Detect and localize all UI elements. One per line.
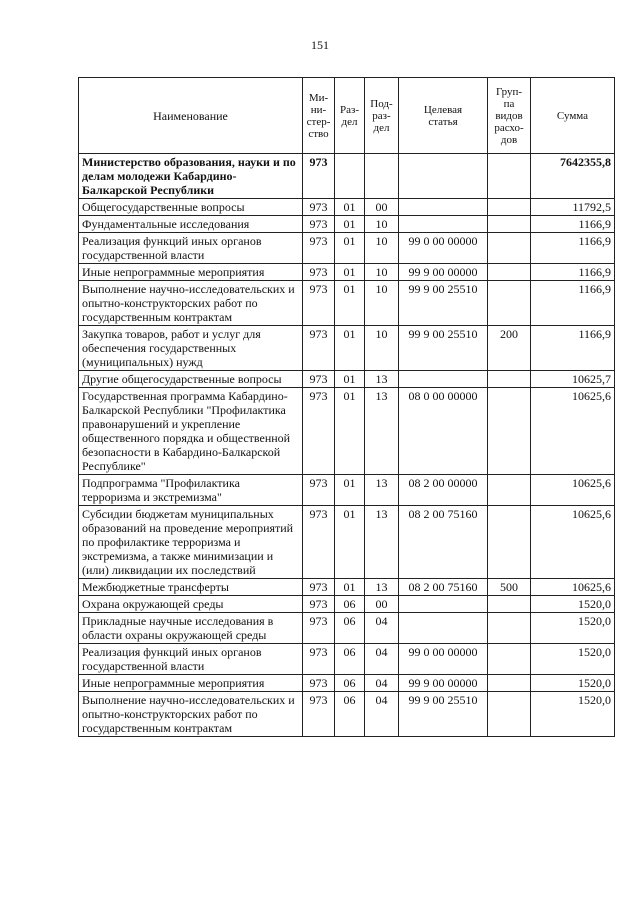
table-row (79, 475, 615, 506)
cell-group (488, 675, 531, 692)
cell-ministry: 973 (303, 675, 335, 692)
cell-ministry: 973 (303, 644, 335, 675)
cell-section: 01 (335, 326, 365, 371)
cell-ministry: 973 (303, 154, 335, 199)
cell-ministry: 973 (303, 506, 335, 579)
cell-sum: 10625,6 (531, 388, 615, 475)
cell-name: Общегосударственные вопросы (79, 199, 303, 216)
header-section-label: Раз- дел (339, 103, 359, 128)
table-row (79, 388, 615, 475)
cell-subsection: 00 (365, 596, 399, 613)
cell-target (399, 154, 488, 199)
cell-subsection: 04 (365, 675, 399, 692)
cell-name: Реализация функций иных органов государственной власти (79, 233, 303, 264)
cell-subsection: 04 (365, 644, 399, 675)
cell-group: 200 (488, 326, 531, 371)
cell-subsection: 00 (365, 199, 399, 216)
budget-table (78, 77, 615, 737)
cell-group (488, 506, 531, 579)
cell-name: Министерство образования, науки и по делам молодежи Кабардино-Балкарской Республики (79, 154, 303, 199)
table-row (79, 326, 615, 371)
header-target-label: Целевая статья (423, 103, 463, 128)
cell-subsection: 13 (365, 371, 399, 388)
cell-subsection: 10 (365, 233, 399, 264)
cell-sum: 10625,6 (531, 579, 615, 596)
table-row (79, 233, 615, 264)
header-row (79, 78, 615, 154)
cell-group (488, 216, 531, 233)
cell-subsection: 13 (365, 579, 399, 596)
cell-section: 01 (335, 371, 365, 388)
cell-sum: 1166,9 (531, 233, 615, 264)
cell-ministry: 973 (303, 692, 335, 737)
header-group-label: Груп- па видов расхо- дов (494, 85, 524, 146)
header-target (399, 78, 488, 154)
cell-group (488, 281, 531, 326)
cell-group (488, 264, 531, 281)
header-subsection-label: Под- раз- дел (370, 97, 393, 134)
cell-name: Охрана окружающей среды (79, 596, 303, 613)
cell-target (399, 216, 488, 233)
cell-section (335, 154, 365, 199)
cell-target: 08 2 00 75160 (399, 579, 488, 596)
cell-subsection: 10 (365, 216, 399, 233)
cell-group (488, 596, 531, 613)
table-row (79, 675, 615, 692)
cell-sum: 1166,9 (531, 326, 615, 371)
cell-sum: 1520,0 (531, 644, 615, 675)
cell-target: 99 9 00 25510 (399, 281, 488, 326)
cell-name: Фундаментальные исследования (79, 216, 303, 233)
cell-section: 01 (335, 281, 365, 326)
cell-target: 99 0 00 00000 (399, 233, 488, 264)
cell-sum: 11792,5 (531, 199, 615, 216)
cell-ministry: 973 (303, 613, 335, 644)
cell-group (488, 199, 531, 216)
cell-name: Прикладные научные исследования в области охраны окружающей среды (79, 613, 303, 644)
cell-group (488, 475, 531, 506)
cell-section: 01 (335, 475, 365, 506)
cell-ministry: 973 (303, 264, 335, 281)
cell-section: 01 (335, 388, 365, 475)
cell-target (399, 371, 488, 388)
cell-group (488, 692, 531, 737)
cell-subsection: 10 (365, 281, 399, 326)
table-row (79, 281, 615, 326)
cell-group (488, 371, 531, 388)
cell-sum: 1520,0 (531, 692, 615, 737)
header-subsection (365, 78, 399, 154)
header-group (488, 78, 531, 154)
cell-subsection: 13 (365, 388, 399, 475)
table-row (79, 596, 615, 613)
cell-subsection (365, 154, 399, 199)
cell-name: Иные непрограммные мероприятия (79, 264, 303, 281)
cell-section: 01 (335, 199, 365, 216)
cell-target: 99 0 00 00000 (399, 644, 488, 675)
cell-section: 01 (335, 579, 365, 596)
cell-sum: 1166,9 (531, 264, 615, 281)
cell-subsection: 13 (365, 475, 399, 506)
cell-group (488, 644, 531, 675)
cell-name: Межбюджетные трансферты (79, 579, 303, 596)
cell-sum: 10625,7 (531, 371, 615, 388)
cell-ministry: 973 (303, 199, 335, 216)
header-ministry (303, 78, 335, 154)
cell-ministry: 973 (303, 326, 335, 371)
cell-ministry: 973 (303, 475, 335, 506)
cell-target (399, 613, 488, 644)
cell-name: Государственная программа Кабардино-Балкарской Республики "Профилактика правонарушений и укрепление общественного порядка и общественной безопасности в Кабардино-Балкарской Республике" (79, 388, 303, 475)
cell-section: 06 (335, 692, 365, 737)
header-section (335, 78, 365, 154)
cell-ministry: 973 (303, 371, 335, 388)
cell-ministry: 973 (303, 233, 335, 264)
cell-group (488, 233, 531, 264)
cell-subsection: 13 (365, 506, 399, 579)
cell-target: 99 9 00 00000 (399, 264, 488, 281)
cell-name: Выполнение научно-исследовательских и опытно-конструкторских работ по государственным контрактам (79, 281, 303, 326)
cell-section: 01 (335, 506, 365, 579)
cell-target: 99 9 00 25510 (399, 326, 488, 371)
table-row (79, 199, 615, 216)
header-name-label: Наименование (153, 108, 228, 123)
table-row (79, 692, 615, 737)
table-row (79, 579, 615, 596)
cell-ministry: 973 (303, 579, 335, 596)
cell-name: Выполнение научно-исследовательских и опытно-конструкторских работ по государственным контрактам (79, 692, 303, 737)
cell-target: 99 9 00 00000 (399, 675, 488, 692)
table-body (79, 154, 615, 737)
cell-sum: 1520,0 (531, 613, 615, 644)
cell-target (399, 199, 488, 216)
cell-group: 500 (488, 579, 531, 596)
table-row (79, 371, 615, 388)
cell-ministry: 973 (303, 216, 335, 233)
cell-section: 06 (335, 613, 365, 644)
cell-section: 06 (335, 675, 365, 692)
cell-ministry: 973 (303, 596, 335, 613)
table-row (79, 613, 615, 644)
table-row (79, 216, 615, 233)
cell-sum: 7642355,8 (531, 154, 615, 199)
cell-section: 01 (335, 233, 365, 264)
cell-target: 08 2 00 75160 (399, 506, 488, 579)
cell-subsection: 10 (365, 326, 399, 371)
page-number: 151 (311, 38, 329, 52)
cell-name: Реализация функций иных органов государственной власти (79, 644, 303, 675)
cell-section: 01 (335, 264, 365, 281)
cell-sum: 1166,9 (531, 216, 615, 233)
table-row (79, 644, 615, 675)
cell-group (488, 388, 531, 475)
cell-subsection: 10 (365, 264, 399, 281)
cell-target: 08 0 00 00000 (399, 388, 488, 475)
cell-name: Другие общегосударственные вопросы (79, 371, 303, 388)
cell-ministry: 973 (303, 388, 335, 475)
table-row (79, 154, 615, 199)
table-row (79, 506, 615, 579)
cell-subsection: 04 (365, 613, 399, 644)
cell-sum: 10625,6 (531, 506, 615, 579)
cell-sum: 1520,0 (531, 675, 615, 692)
cell-section: 06 (335, 644, 365, 675)
cell-name: Закупка товаров, работ и услуг для обеспечения государственных (муниципальных) нужд (79, 326, 303, 371)
cell-name: Подпрограмма "Профилактика терроризма и экстремизма" (79, 475, 303, 506)
cell-section: 06 (335, 596, 365, 613)
cell-target (399, 596, 488, 613)
cell-name: Иные непрограммные мероприятия (79, 675, 303, 692)
header-ministry-label: Ми- ни- стер- ство (306, 91, 331, 140)
cell-group (488, 154, 531, 199)
header-sum-label: Сумма (556, 109, 589, 122)
header-sum (531, 78, 615, 154)
cell-group (488, 613, 531, 644)
cell-ministry: 973 (303, 281, 335, 326)
cell-sum: 10625,6 (531, 475, 615, 506)
cell-target: 99 9 00 25510 (399, 692, 488, 737)
cell-name: Субсидии бюджетам муниципальных образований на проведение мероприятий по профилактике терроризма и экстремизма, а также минимизации и (или) ликвидации их последствий (79, 506, 303, 579)
table-row (79, 264, 615, 281)
cell-sum: 1520,0 (531, 596, 615, 613)
cell-subsection: 04 (365, 692, 399, 737)
cell-section: 01 (335, 216, 365, 233)
cell-sum: 1166,9 (531, 281, 615, 326)
cell-target: 08 2 00 00000 (399, 475, 488, 506)
header-name (79, 78, 303, 154)
